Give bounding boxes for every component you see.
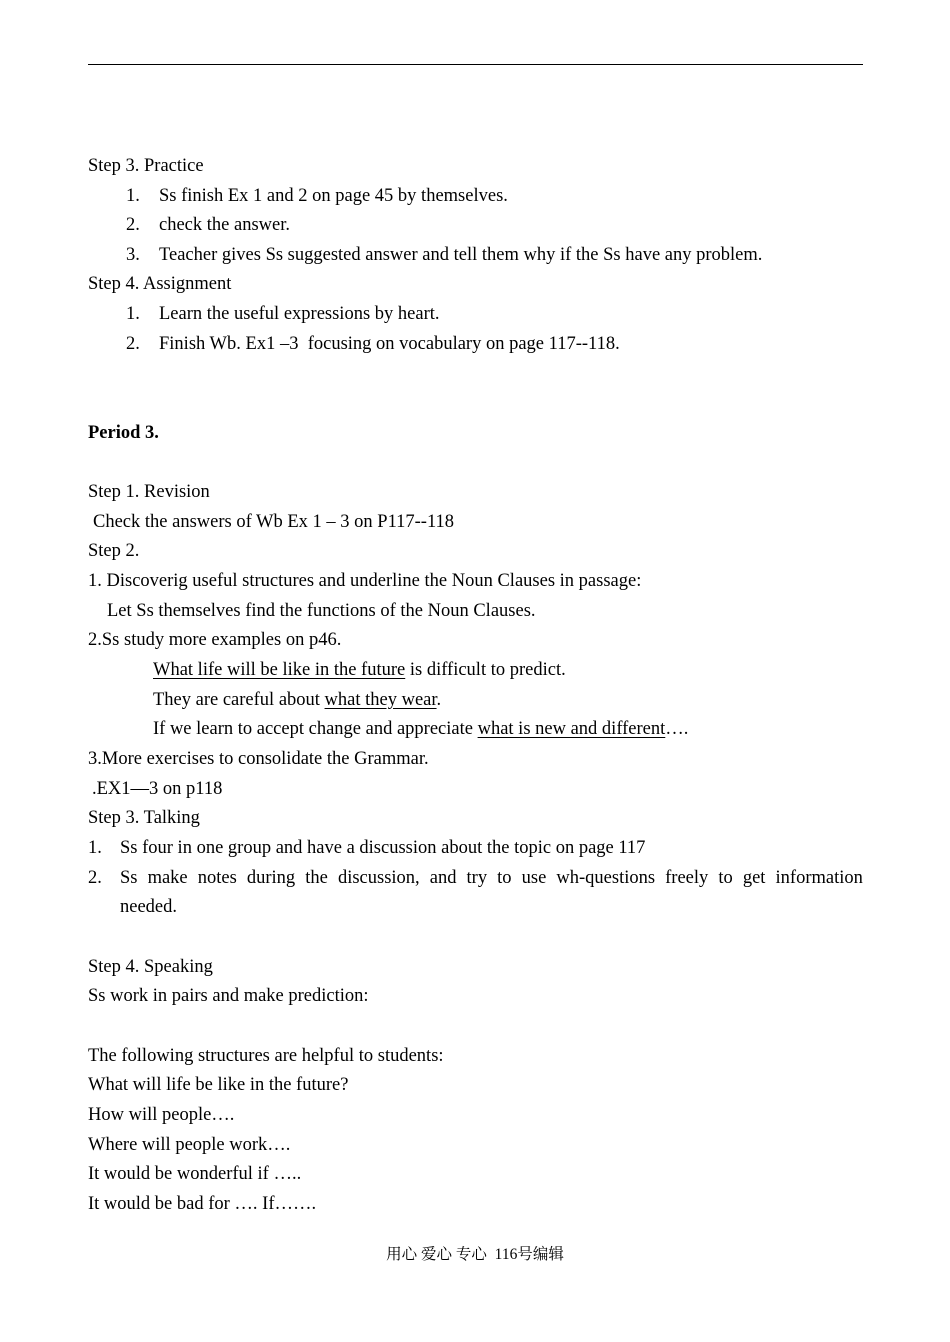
list-item-continuation: needed.	[120, 897, 178, 917]
page-footer: 用心 爱心 专心 116号编辑	[386, 1246, 564, 1263]
list-item: check the answer.	[159, 215, 290, 235]
word: to	[497, 868, 512, 888]
speaking-heading: Step 4. Speaking	[88, 957, 213, 977]
structure-line: What will life be like in the future?	[88, 1075, 349, 1095]
list-number: 1.	[126, 304, 140, 324]
word: information	[775, 868, 863, 888]
noun-clause: What life will be like in the future	[153, 660, 406, 680]
word: Ss	[120, 868, 138, 888]
talking-heading: Step 3. Talking	[88, 808, 200, 828]
word: wh-questions	[556, 868, 656, 888]
structure-line: It would be bad for …. If…….	[88, 1194, 317, 1214]
example-sentence-2: They are careful about what they wear.	[153, 690, 442, 710]
word: and	[429, 868, 457, 888]
list-number: 2.	[88, 868, 102, 888]
revision-text: Check the answers of Wb Ex 1 – 3 on P117--118	[93, 512, 455, 532]
step2-item-3: 3.More exercises to consolidate the Grammar.	[88, 749, 429, 769]
list-item: Finish Wb. Ex1 –3 focusing on vocabulary on page 117--118.	[159, 334, 620, 354]
structures-intro: The following structures are helpful to students:	[88, 1046, 444, 1066]
list-number: 1.	[88, 838, 102, 858]
word: during	[246, 868, 296, 888]
list-item: Ss four in one group and have a discussion about the topic on page 117	[120, 838, 646, 858]
example-sentence-3: If we learn to accept change and appreciate what is new and different….	[153, 719, 689, 739]
structure-line: How will people….	[88, 1105, 235, 1125]
step2-item-2: 2.Ss study more examples on p46.	[88, 630, 342, 650]
step2-item-1-sub: Let Ss themselves find the functions of the Noun Clauses.	[107, 601, 536, 621]
list-item-justified	[120, 869, 863, 888]
word: try	[466, 868, 488, 888]
practice-heading: Step 3. Practice	[88, 156, 204, 176]
structure-line: Where will people work….	[88, 1135, 291, 1155]
speaking-text: Ss work in pairs and make prediction:	[88, 986, 369, 1006]
period-title: Period 3.	[88, 423, 159, 443]
list-item: Ss finish Ex 1 and 2 on page 45 by themselves.	[159, 186, 508, 206]
assignment-heading: Step 4. Assignment	[88, 274, 232, 294]
list-number: 1.	[126, 186, 140, 206]
example-sentence-1: What life will be like in the future is difficult to predict.	[153, 660, 566, 680]
word: notes	[197, 868, 237, 888]
list-number: 2.	[126, 334, 140, 354]
list-number: 3.	[126, 245, 140, 265]
word: the	[305, 868, 328, 888]
step2-item-3-sub: .EX1—3 on p118	[92, 779, 223, 799]
word: freely	[665, 868, 709, 888]
step2-item-1: 1. Discoverig useful structures and underline the Noun Clauses in passage:	[88, 571, 642, 591]
header-rule	[88, 64, 863, 65]
word: get	[742, 868, 766, 888]
structure-line: It would be wonderful if …..	[88, 1164, 302, 1184]
list-item: Teacher gives Ss suggested answer and tell them why if the Ss have any problem.	[159, 245, 763, 265]
step2-heading: Step 2.	[88, 541, 140, 561]
word: to	[718, 868, 733, 888]
list-item: Learn the useful expressions by heart.	[159, 304, 440, 324]
word: use	[521, 868, 547, 888]
list-number: 2.	[126, 215, 140, 235]
noun-clause: what they wear	[324, 690, 437, 710]
noun-clause: what is new and different	[477, 719, 666, 739]
word: discussion,	[337, 868, 420, 888]
word: make	[147, 868, 188, 888]
revision-heading: Step 1. Revision	[88, 482, 210, 502]
